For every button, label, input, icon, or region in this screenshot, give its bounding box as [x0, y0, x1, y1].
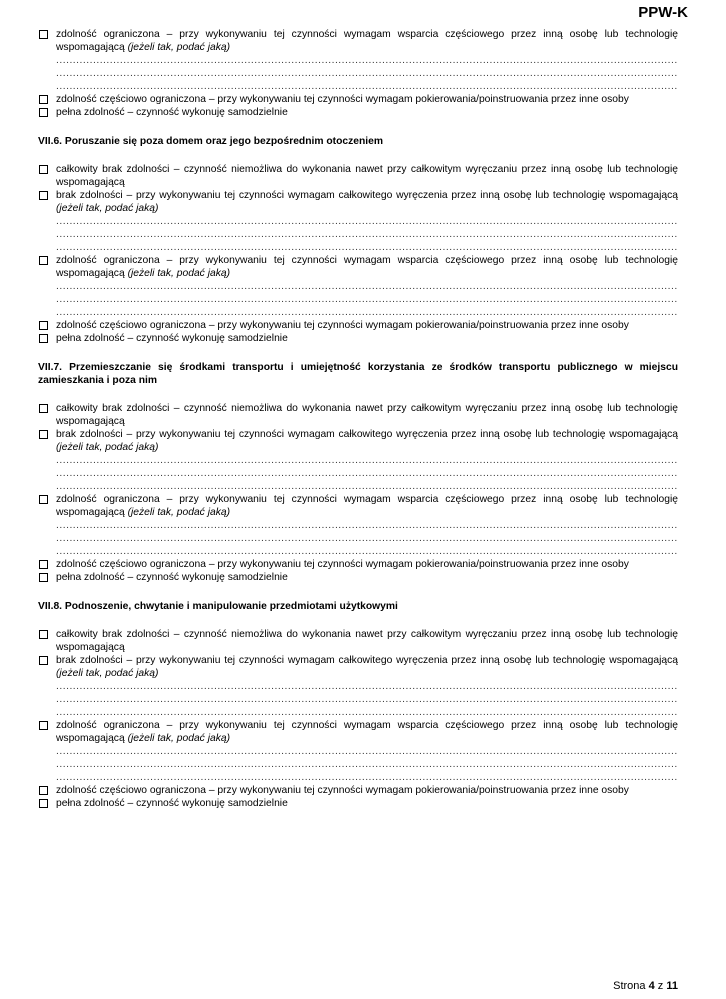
- dotted-fill-line[interactable]: [38, 54, 678, 67]
- checkbox-option[interactable]: [38, 28, 678, 54]
- option-note: (jeżeli tak, podać jaką): [127, 733, 231, 744]
- footer-sep: z: [657, 980, 664, 992]
- checkbox-option[interactable]: [38, 654, 678, 680]
- option-text: zdolność częściowo ograniczona – przy wykonywaniu tej czynności wymagam pokierowania/poinstruowania przez inne osoby: [56, 94, 629, 105]
- dotted-fill-line[interactable]: [38, 680, 678, 693]
- checkbox-option[interactable]: [38, 784, 678, 797]
- checkbox-square[interactable]: [39, 560, 48, 569]
- dotted-fill-line[interactable]: [38, 545, 678, 558]
- dotted-fill-line[interactable]: [38, 228, 678, 241]
- section-heading: VII.8. Podnoszenie, chwytanie i manipulowanie przedmiotami użytkowymi: [38, 601, 398, 612]
- option-note: (jeżeli tak, podać jaką): [56, 668, 159, 679]
- dotted-fill-line[interactable]: [38, 467, 678, 480]
- dotted-fill-line[interactable]: [38, 532, 678, 545]
- checkbox-option[interactable]: [38, 493, 678, 519]
- option-text: całkowity brak zdolności – czynność niemożliwa do wykonania nawet przy całkowitym wyręczaniu przez inną osobę lub technologię wspomagającą: [56, 629, 678, 653]
- section-heading: VII.6. Poruszanie się poza domem oraz jego bezpośrednim otoczeniem: [38, 136, 384, 147]
- checkbox-square[interactable]: [39, 321, 48, 330]
- dotted-fill-line[interactable]: [38, 241, 678, 254]
- checkbox-option[interactable]: [38, 93, 678, 106]
- checkbox-option[interactable]: [38, 332, 678, 345]
- option-text: brak zdolności – przy wykonywaniu tej czynności wymagam całkowitego wyręczenia przez inną osobę lub technologię wspomagającą: [56, 655, 678, 666]
- option-text: zdolność częściowo ograniczona – przy wykonywaniu tej czynności wymagam pokierowania/poinstruowania przez inne osoby: [56, 559, 629, 570]
- checkbox-option[interactable]: [38, 558, 678, 571]
- checkbox-square[interactable]: [39, 256, 48, 265]
- option-text: zdolność ograniczona – przy wykonywaniu tej czynności wymagam wsparcia częściowego przez inną osobę lub technologię wspomagającą: [56, 255, 678, 279]
- checkbox-square[interactable]: [39, 430, 48, 439]
- checkbox-option[interactable]: [38, 163, 678, 189]
- checkbox-square[interactable]: [39, 95, 48, 104]
- option-text: pełna zdolność – czynność wykonuję samodzielnie: [56, 333, 288, 344]
- checkbox-square[interactable]: [39, 656, 48, 665]
- option-text: brak zdolności – przy wykonywaniu tej czynności wymagam całkowitego wyręczenia przez inną osobę lub technologię wspomagającą: [56, 429, 678, 440]
- dotted-fill-line[interactable]: [38, 280, 678, 293]
- dotted-fill-line[interactable]: [38, 771, 678, 784]
- checkbox-option[interactable]: [38, 428, 678, 454]
- checkbox-square[interactable]: [39, 721, 48, 730]
- option-text: zdolność ograniczona – przy wykonywaniu tej czynności wymagam wsparcia częściowego przez inną osobę lub technologię wspomagającą: [56, 720, 678, 744]
- option-text: brak zdolności – przy wykonywaniu tej czynności wymagam całkowitego wyręczenia przez inną osobę lub technologię wspomagającą: [56, 190, 678, 201]
- checkbox-square[interactable]: [39, 786, 48, 795]
- option-text: zdolność ograniczona – przy wykonywaniu tej czynności wymagam wsparcia częściowego przez inną osobę lub technologię wspomagającą: [56, 494, 678, 518]
- footer-total: 11: [666, 980, 678, 992]
- checkbox-option[interactable]: [38, 719, 678, 745]
- dotted-fill-line[interactable]: [38, 519, 678, 532]
- dotted-fill-line[interactable]: [38, 80, 678, 93]
- checkbox-square[interactable]: [39, 165, 48, 174]
- dotted-fill-line[interactable]: [38, 67, 678, 80]
- dotted-fill-line[interactable]: [38, 480, 678, 493]
- checkbox-square[interactable]: [39, 30, 48, 39]
- option-text: pełna zdolność – czynność wykonuję samodzielnie: [56, 798, 288, 809]
- dotted-fill-line[interactable]: [38, 454, 678, 467]
- form-code: PPW-K: [638, 4, 688, 21]
- checkbox-square[interactable]: [39, 495, 48, 504]
- checkbox-square[interactable]: [39, 573, 48, 582]
- section-heading: VII.7. Przemieszczanie się środkami transportu i umiejętność korzystania ze środków transportu publicznego w miejscu zamieszkania i poza nim: [38, 362, 678, 386]
- checkbox-option[interactable]: [38, 571, 678, 584]
- dotted-fill-line[interactable]: [38, 293, 678, 306]
- footer-prefix: Strona: [613, 980, 646, 992]
- checkbox-option[interactable]: [38, 628, 678, 654]
- checkbox-square[interactable]: [39, 108, 48, 117]
- checkbox-square[interactable]: [39, 404, 48, 413]
- checkbox-option[interactable]: [38, 797, 678, 810]
- option-note: (jeżeli tak, podać jaką): [56, 442, 159, 453]
- checkbox-option[interactable]: [38, 106, 678, 119]
- option-text: zdolność częściowo ograniczona – przy wykonywaniu tej czynności wymagam pokierowania/poinstruowania przez inne osoby: [56, 785, 629, 796]
- dotted-fill-line[interactable]: [38, 745, 678, 758]
- dotted-fill-line[interactable]: [38, 693, 678, 706]
- checkbox-square[interactable]: [39, 799, 48, 808]
- checkbox-square[interactable]: [39, 191, 48, 200]
- option-text: całkowity brak zdolności – czynność niemożliwa do wykonania nawet przy całkowitym wyręczaniu przez inną osobę lub technologię wspomagającą: [56, 403, 678, 427]
- form-content: [38, 28, 678, 810]
- checkbox-option[interactable]: [38, 189, 678, 215]
- checkbox-option[interactable]: [38, 402, 678, 428]
- option-text: pełna zdolność – czynność wykonuję samodzielnie: [56, 572, 288, 583]
- checkbox-option[interactable]: [38, 319, 678, 332]
- option-text: całkowity brak zdolności – czynność niemożliwa do wykonania nawet przy całkowitym wyręczaniu przez inną osobę lub technologię wspomagającą: [56, 164, 678, 188]
- page-footer: [613, 980, 678, 992]
- dotted-fill-line[interactable]: [38, 215, 678, 228]
- footer-page: 4: [648, 980, 655, 992]
- option-note: (jeżeli tak, podać jaką): [127, 42, 231, 53]
- option-note: (jeżeli tak, podać jaką): [127, 507, 231, 518]
- dotted-fill-line[interactable]: [38, 706, 678, 719]
- checkbox-square[interactable]: [39, 334, 48, 343]
- option-text: pełna zdolność – czynność wykonuję samodzielnie: [56, 107, 288, 118]
- option-text: zdolność częściowo ograniczona – przy wykonywaniu tej czynności wymagam pokierowania/poinstruowania przez inne osoby: [56, 320, 629, 331]
- dotted-fill-line[interactable]: [38, 758, 678, 771]
- option-text: zdolność ograniczona – przy wykonywaniu tej czynności wymagam wsparcia częściowego przez inną osobę lub technologię wspomagającą: [56, 29, 678, 53]
- option-note: (jeżeli tak, podać jaką): [127, 268, 231, 279]
- dotted-fill-line[interactable]: [38, 306, 678, 319]
- checkbox-square[interactable]: [39, 630, 48, 639]
- option-note: (jeżeli tak, podać jaką): [56, 203, 159, 214]
- checkbox-option[interactable]: [38, 254, 678, 280]
